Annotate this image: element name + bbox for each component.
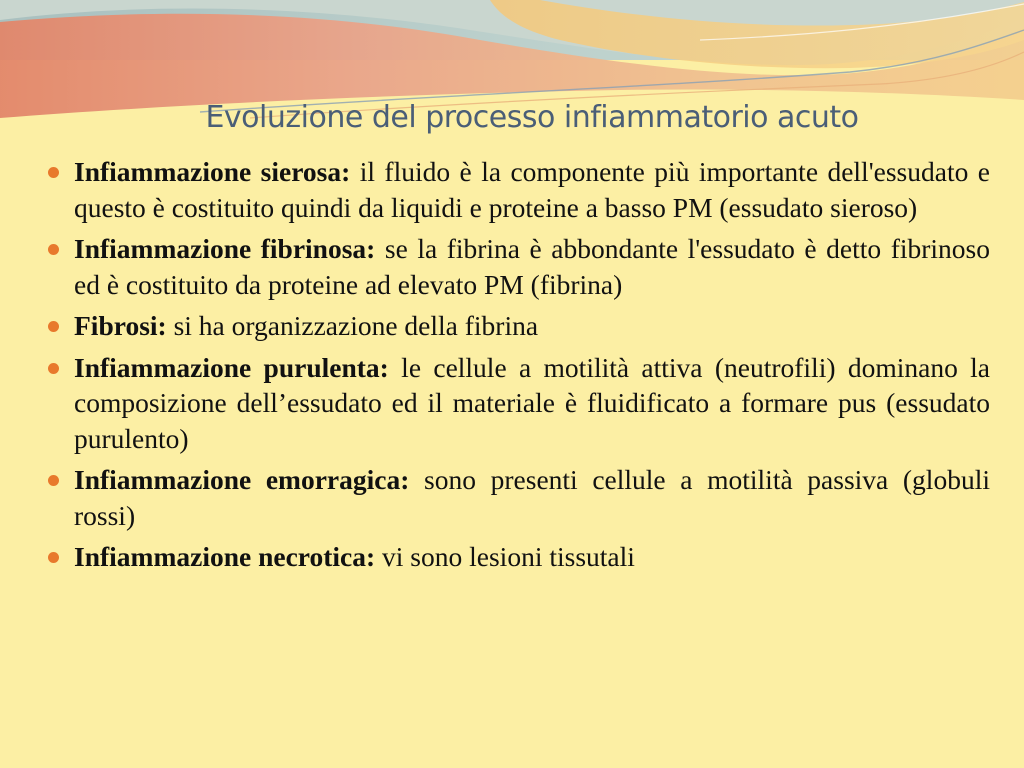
item-text: si ha organizzazione della fibrina (166, 310, 539, 341)
bullet-list (44, 154, 990, 581)
item-term: Infiammazione fibrinosa: (74, 233, 376, 264)
item-text: se la fibrina è abbondante l'essudato è detto fibrinoso ed è costituito da proteine ad elevato PM (fibrina) (74, 233, 990, 300)
list-item (44, 231, 990, 302)
list-item (44, 308, 990, 344)
list-item (44, 462, 990, 533)
item-text: sono presenti cellule a motilità passiva (globuli rossi) (74, 464, 990, 531)
item-term: Infiammazione emorragica: (74, 464, 410, 495)
item-term: Infiammazione purulenta: (74, 351, 389, 383)
list-item (44, 350, 990, 457)
bullet-icon (48, 244, 59, 255)
item-term: Infiammazione necrotica: (74, 541, 376, 572)
item-term: Fibrosi: (74, 310, 167, 341)
item-text: vi sono lesioni tissutali (375, 541, 635, 572)
bullet-icon (48, 552, 59, 563)
list-item (44, 154, 990, 225)
slide-title: Evoluzione del processo infiammatorio acuto (205, 100, 859, 135)
bullet-icon (48, 167, 59, 178)
item-text: il fluido è la componente più importante dell'essudato e questo è costituito quindi da liquidi e proteine a basso PM (essudato sieroso) (74, 156, 990, 223)
bullet-icon (48, 363, 59, 374)
item-term: Infiammazione sierosa: (74, 156, 351, 187)
bullet-icon (48, 475, 59, 486)
list-item (44, 539, 990, 575)
bullet-icon (48, 321, 59, 332)
item-text: le cellule a motilità attiva (neutrofili) dominano la composizione dell’essudato ed il materiale è fluidificato a formare pus (essudato purulento) (74, 351, 991, 454)
